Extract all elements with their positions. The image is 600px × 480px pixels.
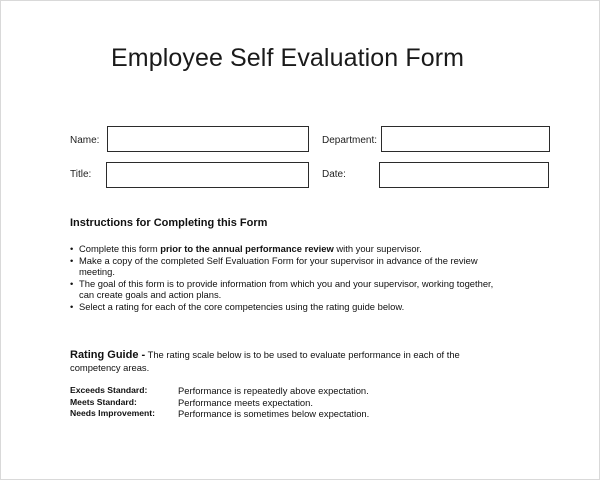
instructions-heading: Instructions for Completing this Form <box>70 217 268 229</box>
title-field[interactable] <box>106 162 309 188</box>
date-label: Date: <box>322 169 346 180</box>
rating-row <box>70 385 500 397</box>
list-item <box>70 301 510 313</box>
instruction-text: Make a copy of the completed Self Evaluation Form for your supervisor in advance of the review meeting. <box>79 254 478 278</box>
name-label: Name: <box>70 135 100 146</box>
rating-description: Performance is repeatedly above expectation. <box>178 385 369 396</box>
rating-guide-label: Rating Guide - <box>70 349 146 361</box>
list-item <box>70 255 510 278</box>
instruction-text: Select a rating for each of the core competencies using the rating guide below. <box>79 300 405 312</box>
rating-guide-text: The rating scale below is to be used to evaluate performance in each of the competency areas. <box>70 349 460 373</box>
rating-row <box>70 408 500 420</box>
rating-description: Performance meets expectation. <box>178 397 313 408</box>
list-item <box>70 278 510 301</box>
bullet-icon: • <box>70 254 74 266</box>
name-field[interactable] <box>107 126 309 152</box>
department-field[interactable] <box>381 126 550 152</box>
instruction-text: with your supervisor. <box>333 243 422 254</box>
bullet-icon: • <box>70 243 74 254</box>
department-label: Department: <box>322 135 378 146</box>
date-field[interactable] <box>379 162 549 188</box>
instruction-emphasis: prior to the annual performance review <box>160 243 334 254</box>
list-item <box>70 243 510 255</box>
instruction-text: The goal of this form is to provide information from which you and your supervisor, working together, can create goals and action plans. <box>79 277 494 301</box>
rating-term: Needs Improvement: <box>70 408 156 418</box>
rating-description: Performance is sometimes below expectation. <box>178 408 370 419</box>
instruction-text: Complete this form <box>79 243 161 254</box>
bullet-icon: • <box>70 300 74 312</box>
form-title: Employee Self Evaluation Form <box>111 44 465 72</box>
bullet-icon: • <box>70 277 74 289</box>
rating-guide-intro <box>70 349 500 373</box>
rating-term: Exceeds Standard: <box>70 385 148 395</box>
title-label: Title: <box>70 169 92 180</box>
instructions-list <box>70 243 510 313</box>
rating-term: Meets Standard: <box>70 397 137 407</box>
